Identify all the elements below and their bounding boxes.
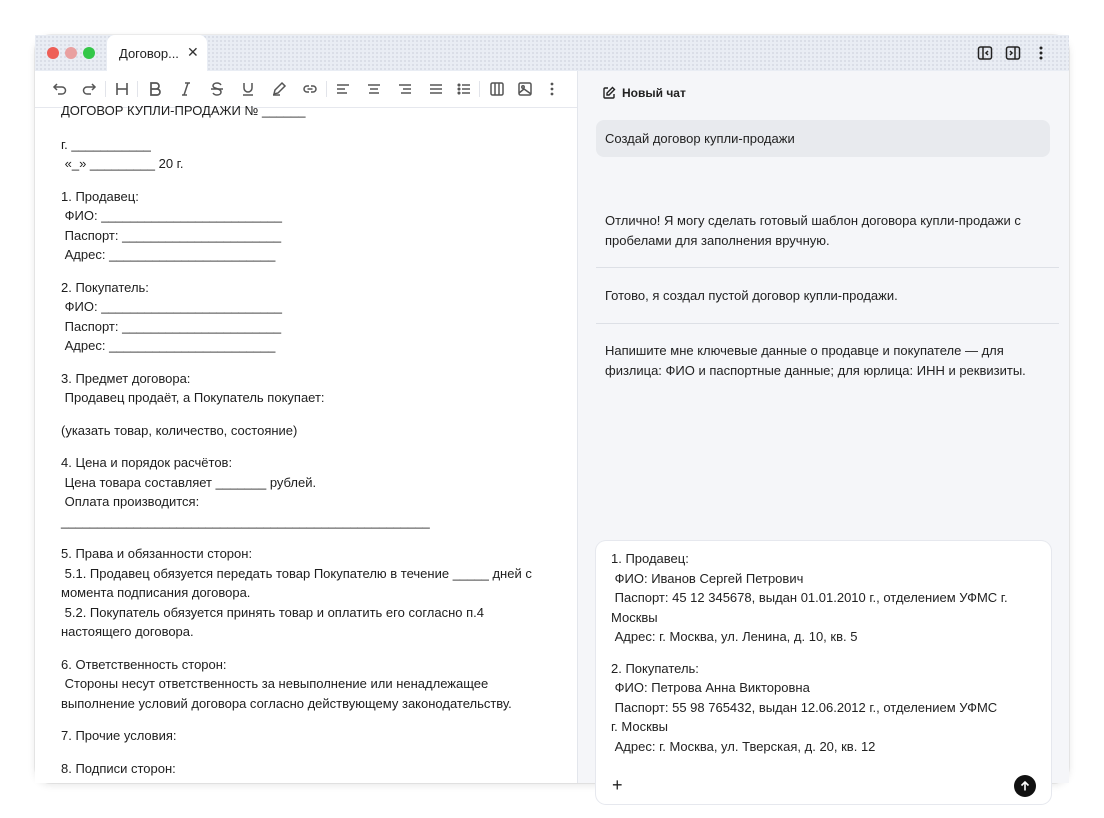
message-divider — [596, 267, 1059, 268]
composer-input[interactable] — [611, 549, 1031, 768]
bullet-list-icon[interactable] — [455, 80, 473, 98]
undo-icon[interactable] — [50, 80, 68, 98]
new-chat-label: Новый чат — [622, 86, 686, 100]
align-justify-icon[interactable] — [427, 80, 445, 98]
heading-icon[interactable] — [113, 80, 131, 98]
doc-paragraph: 2. Покупатель: ФИО: _________________________ Паспорт: ______________________ Адрес: _______________________ — [61, 279, 282, 353]
user-message — [596, 120, 1050, 157]
underline-icon[interactable] — [239, 80, 257, 98]
doc-paragraph: ДОГОВОР КУПЛИ-ПРОДАЖИ № ______ — [61, 103, 306, 118]
bold-icon[interactable] — [146, 80, 164, 98]
doc-paragraph: (указать товар, количество, состояние) — [61, 422, 298, 438]
maximize-window-button[interactable] — [83, 47, 95, 59]
doc-paragraph: 7. Прочие условия: — [61, 728, 177, 743]
sidebar-left-icon[interactable] — [976, 44, 994, 62]
assistant-message: Отлично! Я могу сделать готовый шаблон договора купли-продажи с пробелами для заполнения вручную. — [605, 213, 1021, 248]
tab-close-icon[interactable]: ✕ — [187, 44, 199, 60]
doc-paragraph: 1. Продавец: ФИО: _________________________ Паспорт: ______________________ Адрес: _______________________ — [61, 188, 282, 262]
chat-panel — [578, 71, 1069, 795]
image-icon[interactable] — [516, 80, 534, 98]
redo-icon[interactable] — [81, 80, 99, 98]
new-chat-button[interactable] — [602, 83, 686, 103]
doc-paragraph: 8. Подписи сторон: — [61, 760, 176, 776]
align-center-icon[interactable] — [365, 80, 383, 98]
composer-paragraph: 2. Покупатель: ФИО: Петрова Анна Викторовна Паспорт: 55 98 765432, выдан 12.06.2012 г., отделением УФМС г. Москвы Адрес: г. Москва, ул. Тверская, д. 20, кв. 12 — [611, 660, 998, 754]
columns-icon[interactable] — [488, 80, 506, 98]
title-bar — [35, 35, 1069, 71]
doc-paragraph: 6. Ответственность сторон: Стороны несут ответственность за невыполнение или ненадлежащее выполнение условий договора согласно действующему законодательству. — [61, 656, 512, 711]
strikethrough-icon[interactable] — [208, 80, 226, 98]
italic-icon[interactable] — [177, 80, 195, 98]
composer-paragraph: 1. Продавец: ФИО: Иванов Сергей Петрович Паспорт: 45 12 345678, выдан 01.01.2010 г., отделением УФМС г. Москвы Адрес: г. Москва, ул. Ленина, д. 10, кв. 5 — [611, 551, 1008, 644]
doc-paragraph: г. ___________ «_» _________ 20 г. — [61, 136, 184, 171]
doc-paragraph: 5. Права и обязанности сторон: 5.1. Продавец обязуется передать товар Покупателю в течение _____ дней с момента подписания договора. 5.2. Покупатель обязуется принять товар и оплатить его согласно п.4 настоящего договора. — [61, 546, 532, 639]
document-tab[interactable] — [107, 35, 207, 71]
document-content[interactable] — [61, 101, 561, 791]
link-icon[interactable] — [301, 80, 319, 98]
user-message-text: Создай договор купли-продажи — [605, 131, 795, 146]
edit-icon — [602, 86, 616, 100]
assistant-message: Готово, я создал пустой договор купли-продажи. — [605, 288, 898, 303]
align-left-icon[interactable] — [334, 80, 352, 98]
doc-paragraph: 3. Предмет договора: Продавец продаёт, а Покупатель покупает: — [61, 370, 325, 405]
message-composer[interactable] — [596, 541, 1051, 804]
align-right-icon[interactable] — [396, 80, 414, 98]
more-vertical-icon[interactable] — [1032, 44, 1050, 62]
attach-plus-icon[interactable]: + — [612, 775, 623, 795]
doc-paragraph: 4. Цена и порядок расчётов: Цена товара составляет _______ рублей. Оплата производится: ___________________________________________________ — [61, 455, 430, 529]
minimize-window-button[interactable] — [65, 47, 77, 59]
assistant-message: Напишите мне ключевые данные о продавце и покупателе — для физлица: ФИО и паспортные данные; для юрлица: ИНН и реквизиты. — [605, 343, 1026, 378]
send-button[interactable] — [1014, 775, 1036, 797]
tab-title: Договор... — [119, 46, 179, 61]
arrow-up-icon — [1019, 780, 1031, 792]
close-window-button[interactable] — [47, 47, 59, 59]
document-editor — [35, 71, 578, 783]
highlight-icon[interactable] — [270, 80, 288, 98]
sidebar-right-icon[interactable] — [1004, 44, 1022, 62]
app-window — [35, 35, 1069, 795]
more-vertical-icon[interactable] — [543, 80, 561, 98]
message-divider — [596, 323, 1059, 324]
